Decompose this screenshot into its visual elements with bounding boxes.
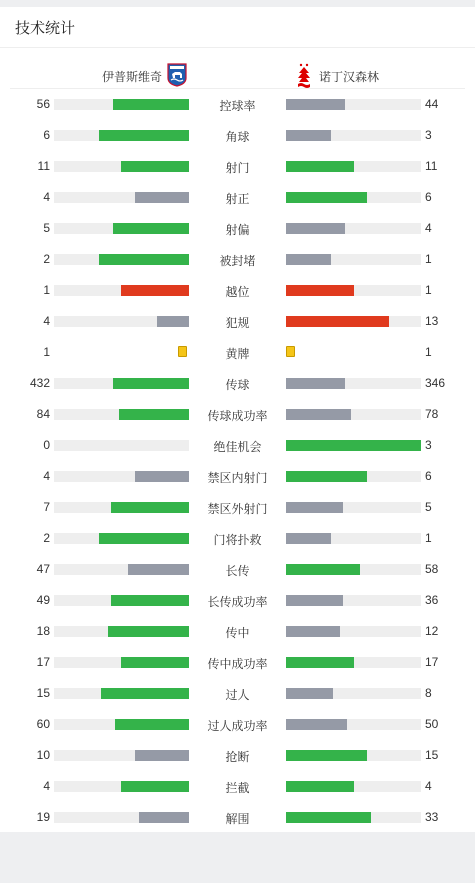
- away-bar-track: [286, 471, 421, 482]
- away-value: 6: [425, 190, 432, 204]
- away-bar-track: [286, 564, 421, 575]
- yellow-card-icon: [178, 346, 187, 357]
- away-bar-track: [286, 316, 421, 327]
- away-bar-track: [286, 254, 421, 265]
- home-bar-fill: [139, 812, 189, 823]
- home-bar-fill: [111, 502, 189, 513]
- stat-label: 角球: [225, 130, 250, 144]
- home-bar-fill: [99, 533, 189, 544]
- away-bar-fill: [286, 254, 331, 265]
- home-value: 19: [36, 810, 50, 824]
- home-bar-track: [54, 378, 189, 389]
- home-value: 15: [36, 686, 50, 700]
- home-bar-fill: [128, 564, 189, 575]
- away-bar-track: [286, 533, 421, 544]
- stat-row: [0, 120, 475, 151]
- stat-label: 传球成功率: [207, 409, 268, 423]
- stat-row: [0, 523, 475, 554]
- home-bar-fill: [111, 595, 189, 606]
- stat-row: [0, 89, 475, 120]
- home-bar-track: [54, 316, 189, 327]
- home-value: 11: [37, 159, 50, 173]
- stat-row: [0, 430, 475, 461]
- home-value: 0: [43, 438, 50, 452]
- away-bar-fill: [286, 502, 343, 513]
- away-bar-fill: [286, 595, 343, 606]
- away-bar-fill: [286, 192, 367, 203]
- away-value: 12: [425, 624, 439, 638]
- stat-label: 被封堵: [219, 254, 256, 268]
- away-value: 11: [425, 159, 438, 173]
- away-bar-track: [286, 626, 421, 637]
- home-value: 56: [36, 97, 50, 111]
- away-bar-track: [286, 378, 421, 389]
- home-bar-track: [54, 161, 189, 172]
- stat-label: 传中成功率: [207, 657, 268, 671]
- home-bar-fill: [119, 409, 189, 420]
- divider: [0, 47, 475, 48]
- away-value: 36: [425, 593, 439, 607]
- stat-row: [0, 616, 475, 647]
- away-value: 8: [425, 686, 432, 700]
- away-bar-track: [286, 130, 421, 141]
- away-bar-track: [286, 688, 421, 699]
- home-bar-track: [54, 595, 189, 606]
- home-bar-fill: [113, 378, 189, 389]
- stat-label: 禁区外射门: [207, 502, 268, 516]
- away-bar-track: [286, 192, 421, 203]
- away-value: 5: [425, 500, 432, 514]
- home-value: 47: [36, 562, 50, 576]
- away-bar-fill: [286, 378, 345, 389]
- away-bar-track: [286, 781, 421, 792]
- home-bar-track: [54, 719, 189, 730]
- stat-row: [0, 399, 475, 430]
- away-bar-fill: [286, 564, 360, 575]
- away-bar-fill: [286, 812, 371, 823]
- stat-label: 绝佳机会: [213, 440, 262, 454]
- away-value: 15: [425, 748, 439, 762]
- home-value: 432: [29, 376, 50, 390]
- home-bar-fill: [99, 130, 189, 141]
- home-value: 2: [43, 252, 50, 266]
- stat-label: 控球率: [219, 99, 256, 113]
- stat-row: [0, 678, 475, 709]
- away-bar-track: [286, 99, 421, 110]
- away-bar-track: [286, 812, 421, 823]
- home-bar-track: [54, 285, 189, 296]
- stat-label: 射偏: [225, 223, 250, 237]
- away-bar-fill: [286, 471, 367, 482]
- stat-row: [0, 368, 475, 399]
- away-value: 1: [425, 531, 432, 545]
- yellow-card-icon: [286, 346, 295, 357]
- stat-label: 禁区内射门: [207, 471, 268, 485]
- away-value: 1: [425, 252, 432, 266]
- stat-label: 射正: [225, 192, 250, 206]
- home-bar-track: [54, 192, 189, 203]
- home-bar-fill: [101, 688, 189, 699]
- home-bar-track: [54, 471, 189, 482]
- home-bar-track: [54, 812, 189, 823]
- stat-row: [0, 151, 475, 182]
- away-bar-track: [286, 719, 421, 730]
- away-value: 346: [425, 376, 446, 390]
- stat-row: [0, 554, 475, 585]
- away-bar-fill: [286, 657, 354, 668]
- away-team-name: 诺丁汉森林: [319, 70, 380, 84]
- home-value: 4: [43, 314, 50, 328]
- stats-list: [0, 89, 475, 833]
- home-value: 18: [36, 624, 50, 638]
- away-bar-fill: [286, 750, 367, 761]
- stats-card: [0, 7, 475, 832]
- home-bar-track: [54, 750, 189, 761]
- away-bar-fill: [286, 440, 421, 451]
- stat-row: [0, 709, 475, 740]
- home-bar-track: [54, 657, 189, 668]
- stat-label: 长传: [225, 564, 250, 578]
- away-bar-fill: [286, 161, 354, 172]
- away-bar-fill: [286, 688, 333, 699]
- away-value: 78: [425, 407, 439, 421]
- away-bar-fill: [286, 533, 331, 544]
- home-value: 49: [36, 593, 50, 607]
- away-bar-fill: [286, 130, 331, 141]
- away-bar-track: [286, 595, 421, 606]
- stat-label: 拦截: [225, 781, 250, 795]
- stat-label: 抢断: [225, 750, 250, 764]
- stat-row: [0, 306, 475, 337]
- home-bar-fill: [121, 161, 189, 172]
- home-team-name: 伊普斯维奇: [101, 70, 162, 84]
- home-bar-fill: [99, 254, 189, 265]
- away-value: 6: [425, 469, 432, 483]
- home-value: 10: [36, 748, 50, 762]
- away-value: 1: [425, 283, 432, 297]
- stat-row: [0, 492, 475, 523]
- home-bar-fill: [135, 192, 189, 203]
- stat-row: [0, 585, 475, 616]
- stat-row: [0, 275, 475, 306]
- away-bar-fill: [286, 99, 345, 110]
- away-bar-track: [286, 409, 421, 420]
- home-bar-track: [54, 254, 189, 265]
- stat-row: [0, 740, 475, 771]
- home-bar-track: [54, 99, 189, 110]
- away-bar-fill: [286, 719, 347, 730]
- home-bar-fill: [113, 99, 189, 110]
- away-bar-track: [286, 161, 421, 172]
- stat-row: [0, 647, 475, 678]
- stat-label: 越位: [225, 285, 250, 299]
- home-bar-fill: [121, 657, 189, 668]
- stat-row: [0, 244, 475, 275]
- away-bar-fill: [286, 223, 345, 234]
- home-value: 60: [36, 717, 50, 731]
- home-bar-fill: [115, 719, 189, 730]
- stat-label: 传球: [225, 378, 250, 392]
- home-value: 1: [43, 345, 50, 359]
- away-bar-fill: [286, 409, 351, 420]
- home-bar-track: [54, 781, 189, 792]
- home-bar-fill: [121, 285, 189, 296]
- away-bar-track: [286, 285, 421, 296]
- stat-row: [0, 802, 475, 833]
- home-bar-fill: [135, 750, 189, 761]
- home-value: 2: [43, 531, 50, 545]
- away-value: 50: [425, 717, 439, 731]
- home-bar-track: [54, 502, 189, 513]
- stat-label: 长传成功率: [207, 595, 268, 609]
- stat-row: [0, 771, 475, 802]
- home-bar-track: [54, 409, 189, 420]
- home-value: 4: [43, 190, 50, 204]
- home-value: 1: [43, 283, 50, 297]
- away-bar-fill: [286, 316, 389, 327]
- home-bar-fill: [135, 471, 189, 482]
- away-bar-track: [286, 750, 421, 761]
- stat-label: 黄牌: [225, 347, 250, 361]
- home-bar-fill: [121, 781, 189, 792]
- section-title: 技术统计: [15, 20, 76, 37]
- home-value: 7: [43, 500, 50, 514]
- home-bar-track: [54, 130, 189, 141]
- home-value: 4: [43, 779, 50, 793]
- home-value: 84: [36, 407, 50, 421]
- stat-label: 射门: [225, 161, 250, 175]
- stat-row: [0, 182, 475, 213]
- away-value: 4: [425, 779, 432, 793]
- home-value: 6: [43, 128, 50, 142]
- away-value: 3: [425, 438, 432, 452]
- stat-label: 过人: [225, 688, 250, 702]
- home-bar-track: [54, 440, 189, 451]
- away-bar-track: [286, 657, 421, 668]
- home-bar-track: [54, 688, 189, 699]
- home-value: 5: [43, 221, 50, 235]
- home-bar-fill: [157, 316, 189, 327]
- away-value: 33: [425, 810, 439, 824]
- away-value: 58: [425, 562, 439, 576]
- stat-row: [0, 461, 475, 492]
- away-bar-fill: [286, 781, 354, 792]
- away-value: 4: [425, 221, 432, 235]
- away-bar-fill: [286, 285, 354, 296]
- away-bar-track: [286, 440, 421, 451]
- stat-label: 犯规: [225, 316, 250, 330]
- home-bar-fill: [113, 223, 189, 234]
- stat-row: [0, 213, 475, 244]
- home-bar-track: [54, 564, 189, 575]
- home-value: 17: [36, 655, 50, 669]
- stat-row: [0, 337, 475, 368]
- stat-label: 传中: [225, 626, 250, 640]
- stat-label: 门将扑救: [213, 533, 262, 547]
- home-bar-track: [54, 223, 189, 234]
- home-value: 4: [43, 469, 50, 483]
- away-bar-track: [286, 502, 421, 513]
- away-value: 44: [425, 97, 439, 111]
- away-bar-track: [286, 223, 421, 234]
- away-value: 17: [425, 655, 439, 669]
- away-value: 1: [425, 345, 432, 359]
- home-bar-fill: [108, 626, 189, 637]
- home-bar-track: [54, 626, 189, 637]
- home-bar-track: [54, 533, 189, 544]
- away-bar-fill: [286, 626, 340, 637]
- away-value: 3: [425, 128, 432, 142]
- stat-label: 解围: [225, 812, 250, 826]
- away-value: 13: [425, 314, 439, 328]
- stat-label: 过人成功率: [207, 719, 268, 733]
